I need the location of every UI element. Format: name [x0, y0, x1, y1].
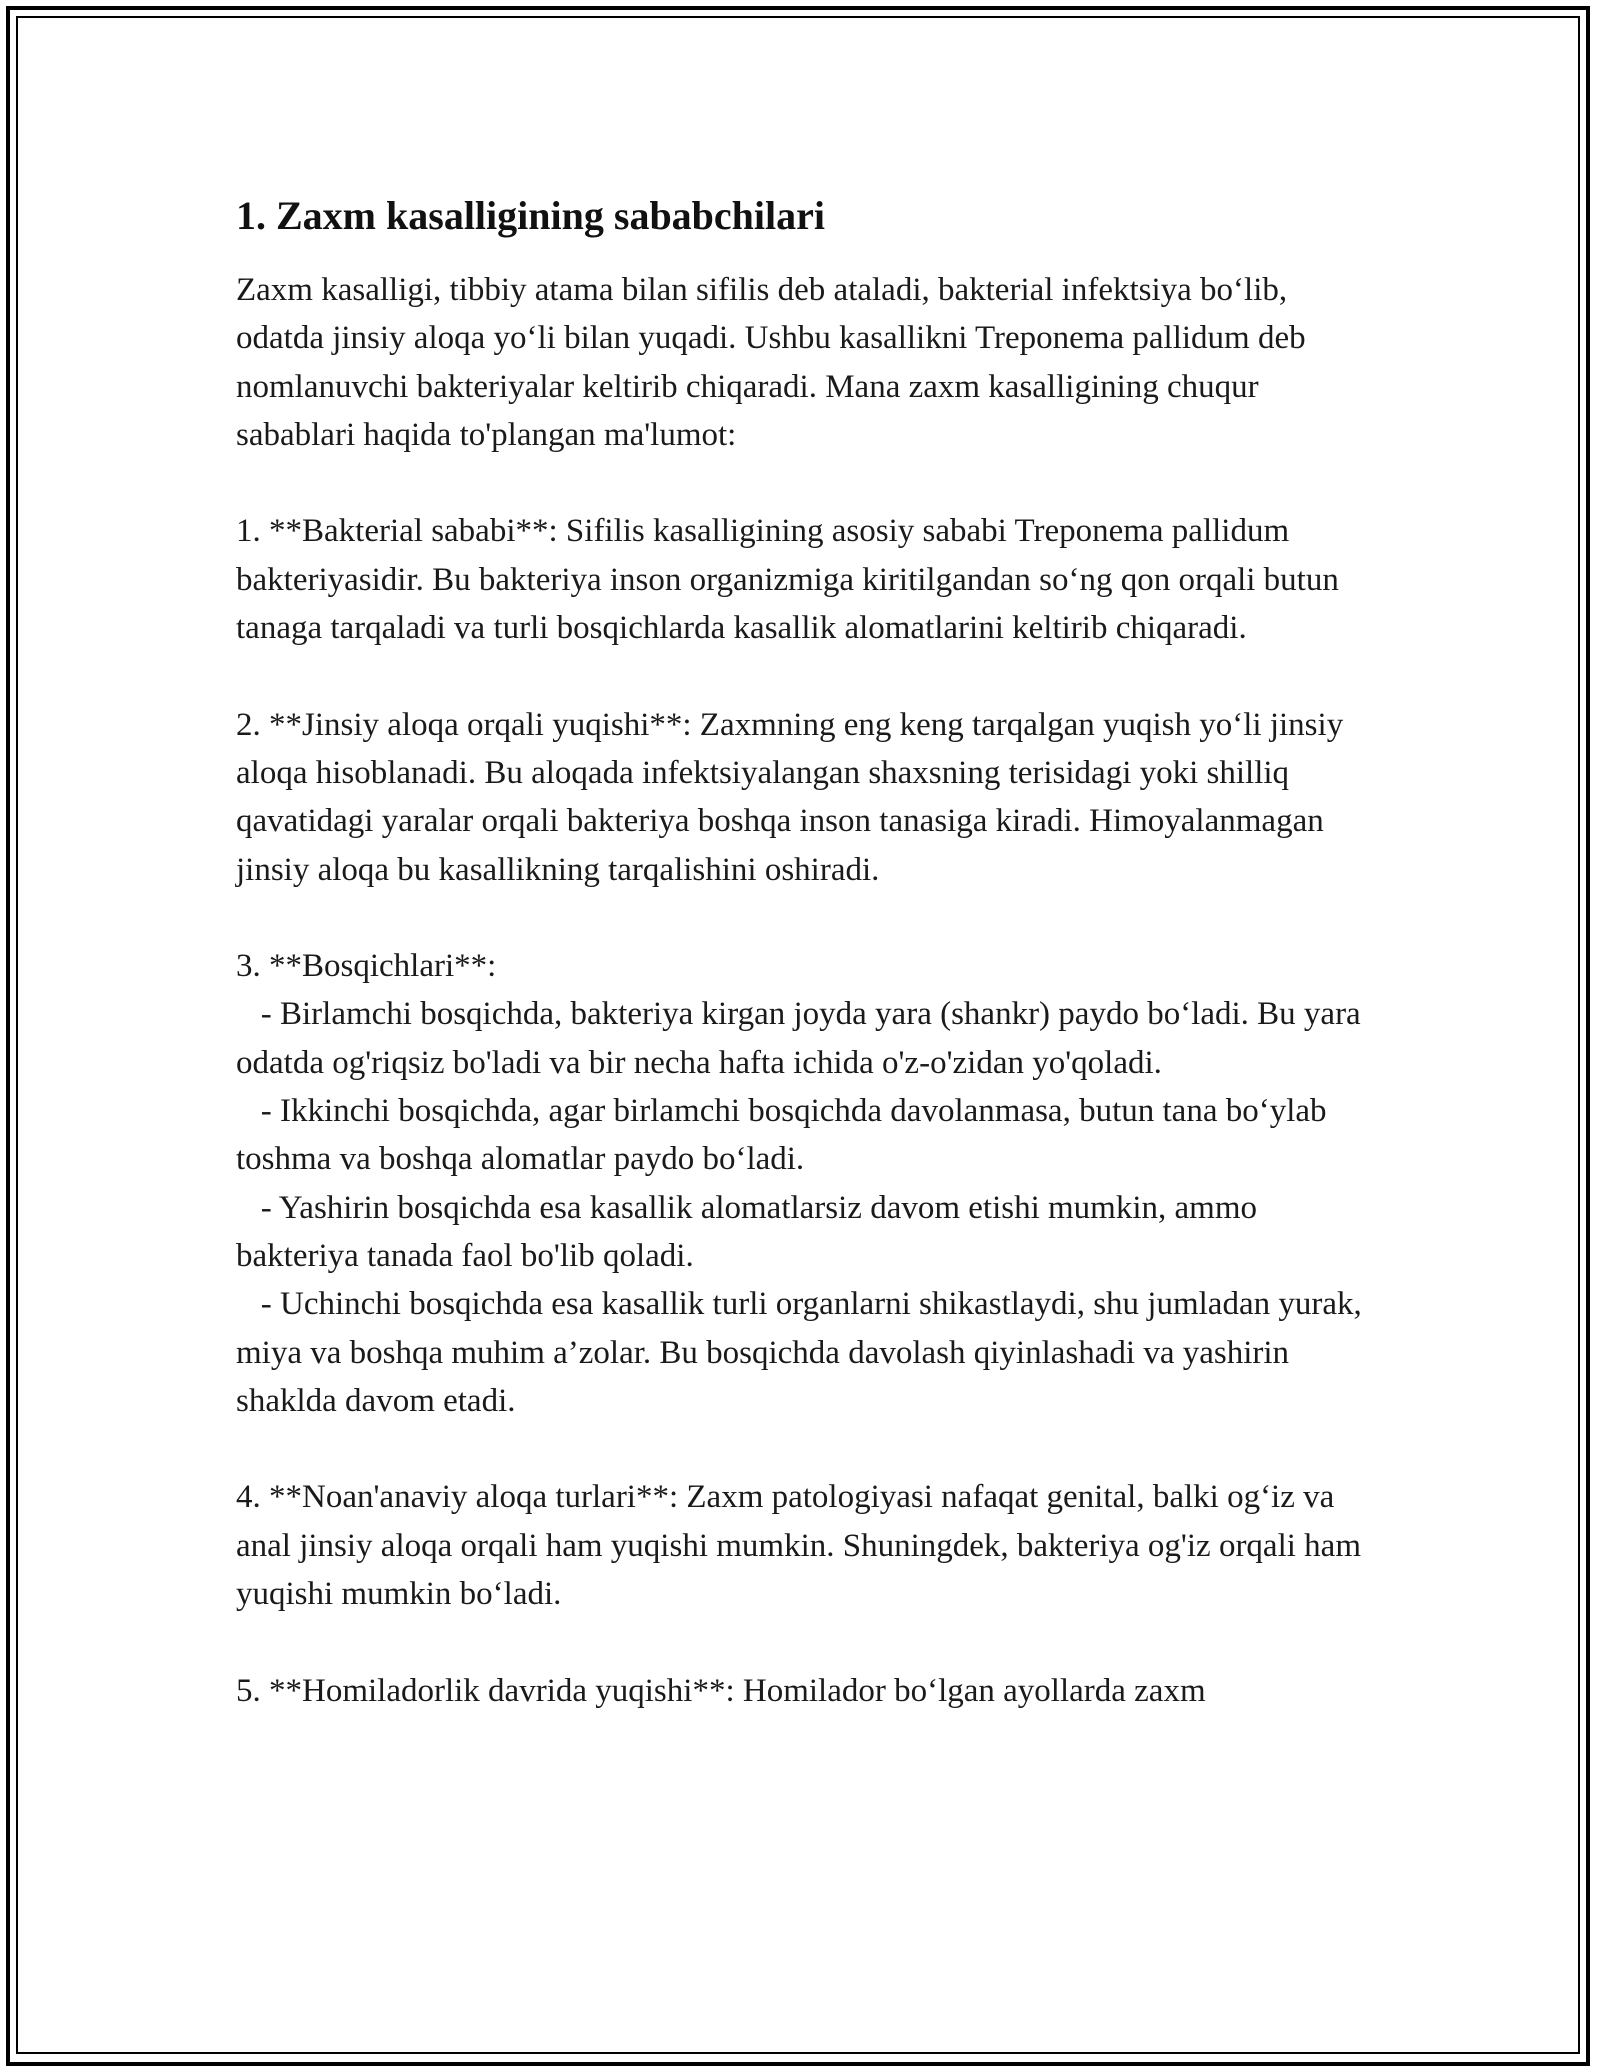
intro-paragraph: Zaxm kasalligi, tibbiy atama bilan sifilis deb ataladi, bakterial infektsiya bo‘lib, odatda jinsiy aloqa yo‘li bilan yuqadi. Ushbu kasallikni Treponema pallidum deb nomlanuvchi bakteriyalar keltirib chiqaradi. Mana zaxm kasalligining chuqur sabablari haqida to'plangan ma'lumot: — [236, 272, 1314, 453]
item-3-paragraph: 3. **Bosqichlari**: - Birlamchi bosqichda, bakteriya kirgan joyda yara (shankr) paydo bo‘ladi. Bu yara odatda og'riqsiz bo'ladi va bir necha hafta ichida o'z-o'zidan yo'qoladi. - Ikkinchi bosqichda, agar birlamchi bosqichda davolanmasa, butun tana bo‘ylab toshma va boshqa alomatlar paydo bo‘ladi. - Yashirin bosqichda esa kasallik alomatlarsiz davom etishi mumkin, ammo bakteriya tanada faol bo'lib qoladi. - Uchinchi bosqichda esa kasallik turli organlarni shikastlaydi, shu jumladan yurak, miya va boshqa muhim a’zolar. Bu bosqichda davolash qiyinlashadi va yashirin shaklda davom etadi. — [236, 948, 1362, 1419]
paragraph-gap — [236, 1618, 1366, 1666]
item-2-paragraph: 2. **Jinsiy aloqa orqali yuqishi**: Zaxmning eng keng tarqalgan yuqish yo‘li jinsiy aloqa hisoblanadi. Bu aloqada infektsiyalangan shaxsning terisidagi yoki shilliq qavatidagi yaralar orqali bakteriya boshqa inson tanasiga kiradi. Himoyalanmagan jinsiy aloqa bu kasallikning tarqalishini oshiradi. — [236, 706, 1352, 888]
paragraph-gap — [236, 459, 1366, 507]
paragraph-gap — [236, 652, 1366, 700]
item-5-paragraph: 5. **Homiladorlik davrida yuqishi**: Homilador bo‘lgan ayollarda zaxm — [236, 1672, 1206, 1709]
paragraph-gap — [236, 1425, 1366, 1473]
paragraph-gap — [236, 894, 1366, 942]
item-4-paragraph: 4. **Noan'anaviy aloqa turlari**: Zaxm patologiyasi nafaqat genital, balki og‘iz va anal jinsiy aloqa orqali ham yuqishi mumkin. Shuningdek, bakteriya og'iz orqali ham yuqishi mumkin bo‘ladi. — [236, 1479, 1370, 1613]
item-1-paragraph: 1. **Bakterial sababi**: Sifilis kasalligining asosiy sababi Treponema pallidum bakteriyasidir. Bu bakteriya inson organizmiga kiritilgandan so‘ng qon orqali butun tanaga tarqaladi va turli bosqichlarda kasallik alomatlarini keltirib chiqaradi. — [236, 513, 1348, 647]
document-title: 1. Zaxm kasalligining sababchilari — [236, 193, 826, 238]
document-body — [236, 188, 1370, 1715]
